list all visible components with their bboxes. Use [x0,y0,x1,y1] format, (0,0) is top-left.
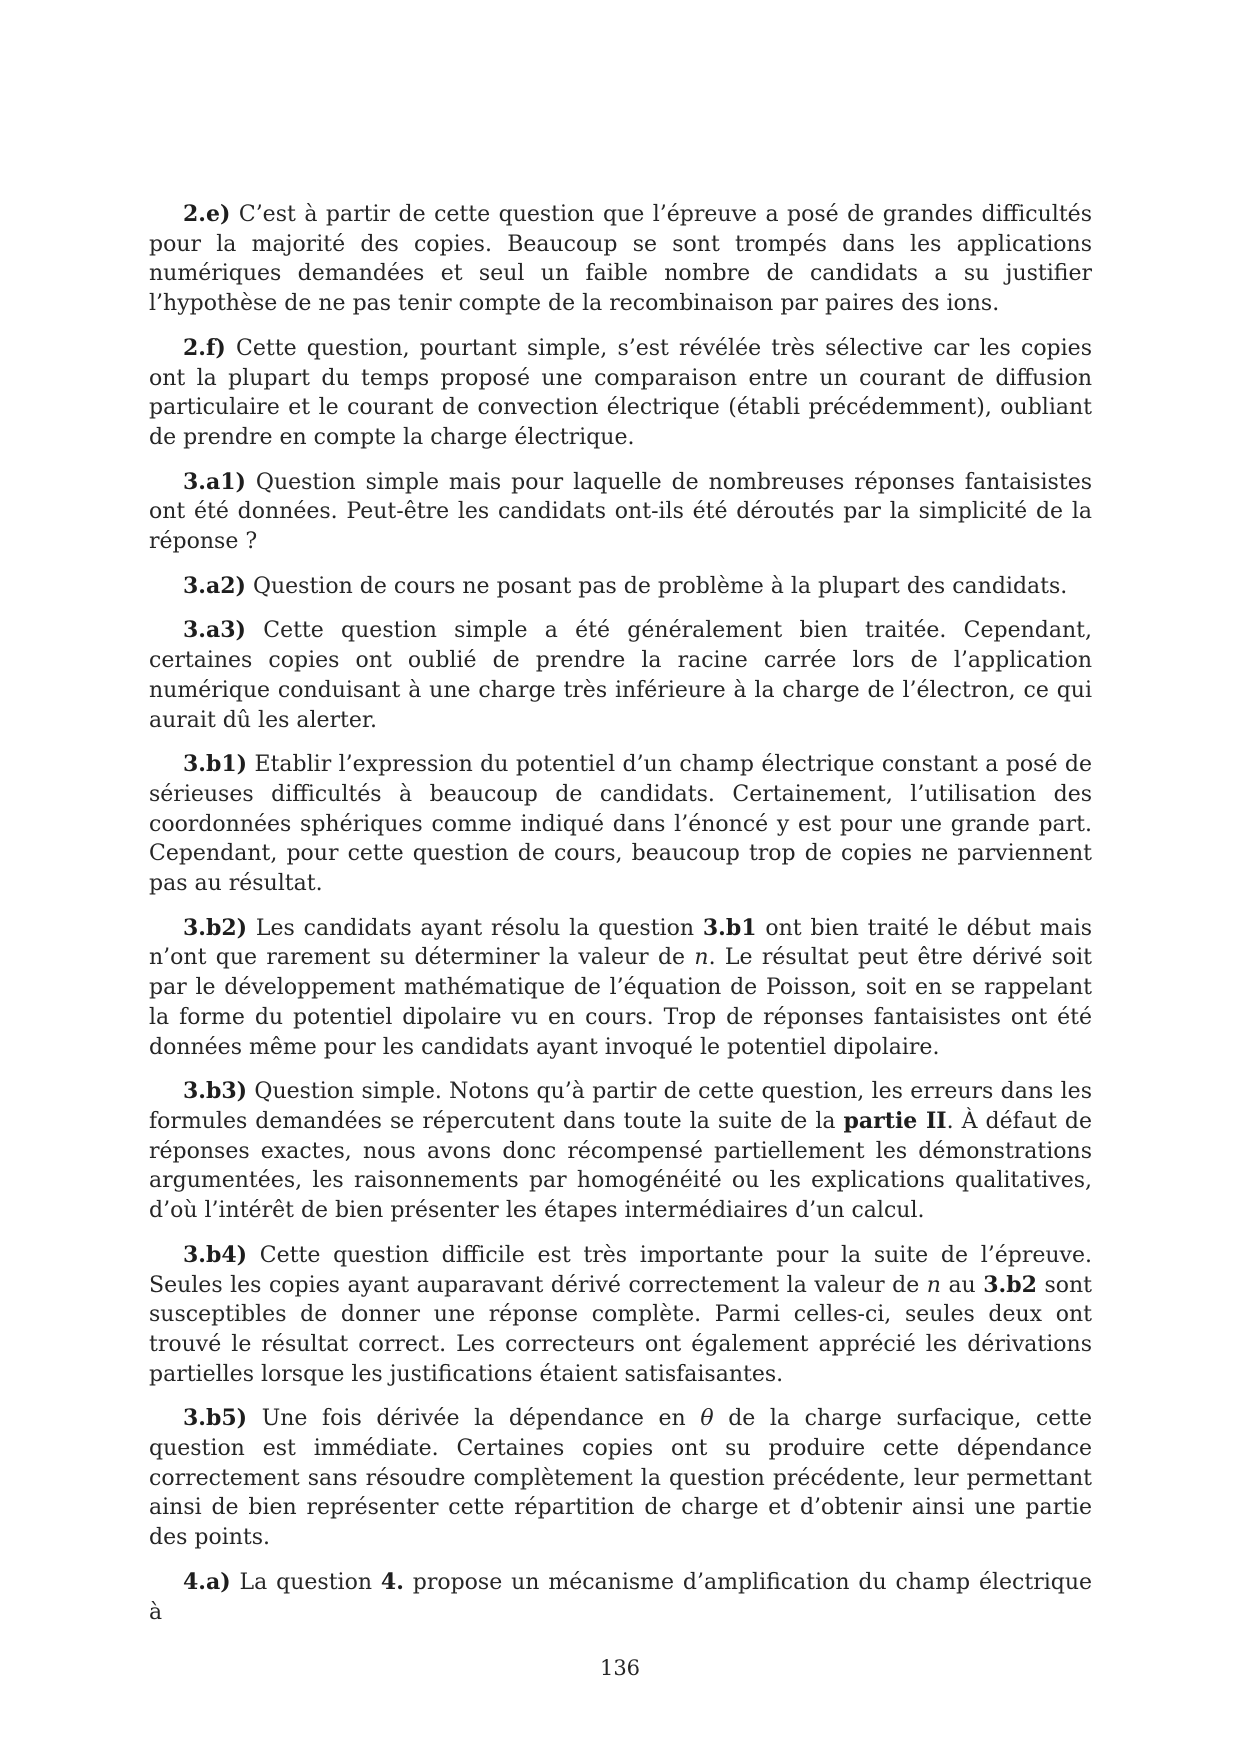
paragraph-text: Cette question, pourtant simple, s’est révélée très sélective car les copies ont la plupart du temps proposé une comparaison entre un courant de diffusion particulaire et le courant de convection électrique (établi précédemment), oubliant de prendre en compte la charge électrique. [149,335,1092,450]
question-label: 3.a3) [183,617,246,644]
paragraph-text: de la charge surfacique, cette question est immédiate. Certaines copies ont su produire cette dépendance correctement sans résoudre complètement la question précédente, leur permettant ainsi de bien représenter cette répartition de charge et d’obtenir ainsi une partie des points. [149,1406,1092,1551]
part-reference: partie II [843,1107,947,1134]
paragraph-text: Les candidats ayant résolu la question [255,915,695,941]
paragraph-3b3 [149,1077,1092,1226]
paragraph-text: au [948,1272,976,1298]
question-label: 3.b3) [183,1078,248,1105]
page-number: 136 [599,1656,641,1680]
paragraph-text: La question [239,1569,372,1595]
paragraph-3b4 [149,1241,1092,1390]
paragraph-text: Une fois dérivée la dépendance en [261,1406,686,1432]
paragraph-text: Cette question difficile est très importante pour la suite de l’épreuve. Seules les copies ayant auparavant dérivé correctement la valeur de [149,1242,1092,1298]
paragraph-3b2 [149,914,1092,1063]
paragraph-3a1 [149,468,1092,557]
question-label: 3.b2) [183,914,248,941]
paragraph-text: . Le résultat peut être dérivé soit par le développement mathématique de l’équation de Poisson, soit en se rappelant la forme du potentiel dipolaire vu en cours. Trop de réponses fantaisistes ont été données même pour les candidats ayant invoqué le potentiel dipolaire. [149,945,1092,1060]
question-label: 3.b1) [183,751,248,778]
paragraph-2f [149,334,1092,453]
question-reference: 3.b2 [983,1271,1037,1298]
question-label: 3.a1) [183,468,246,495]
question-label: 3.b4) [183,1241,248,1268]
paragraph-3b1 [149,750,1092,899]
paragraph-2e [149,200,1092,319]
question-label: 4.a) [183,1568,231,1595]
paragraph-text: Cette question simple a été généralement bien traitée. Cependant, certaines copies ont oublié de prendre la racine carrée lors de l’application numérique conduisant à une charge très inférieure à la charge de l’électron, ce qui aurait dû les alerter. [149,618,1093,733]
paragraph-text: . À défaut de réponses exactes, nous avons donc récompensé partiellement les démonstrations argumentées, les raisonnements par homogénéité ou les explications qualitatives, d’où l’intérêt de bien présenter les étapes intermédiaires d’un calcul. [149,1108,1092,1224]
math-variable: n [694,945,709,971]
paragraph-text: Etablir l’expression du potentiel d’un champ électrique constant a posé de sérieuses difficultés à beaucoup de candidats. Certainement, l’utilisation des coordonnées sphériques comme indiqué dans l’énoncé y est pour une grande part. Cependant, pour cette question de cours, beaucoup trop de copies ne parviennent pas au résultat. [149,752,1092,897]
question-label: 3.b5) [183,1405,248,1432]
paragraph-text: sont susceptibles de donner une réponse complète. Parmi celles-ci, seules deux ont trouvé le résultat correct. Les correcteurs ont également apprécié les dérivations partielles lorsque les justifications étaient satisfaisantes. [149,1272,1092,1387]
paragraph-text: Question de cours ne posant pas de problème à la plupart des candidats. [252,573,1068,599]
paragraph-text: Question simple. Notons qu’à partir de cette question, les erreurs dans les formules demandées se répercutent dans toute la suite de la [149,1079,1092,1134]
paragraph-text: Question simple mais pour laquelle de nombreuses réponses fantaisistes ont été données. Peut-être les candidats ont-ils été déroutés par la simplicité de la réponse ? [149,469,1092,555]
question-reference: 4. [380,1568,404,1595]
math-variable: n [926,1272,941,1298]
paragraph-3b5 [149,1404,1092,1553]
paragraph-4a [149,1568,1092,1627]
paragraph-text: C’est à partir de cette question que l’épreuve a posé de grandes difficultés pour la majorité des copies. Beaucoup se sont trompés dans les applications numériques demandées et seul un faible nombre de candidats a su justifier l’hypothèse de ne pas tenir compte de la recombinaison par paires des ions. [149,202,1092,317]
paragraph-text: ont bien traité le début mais n’ont que rarement su déterminer la valeur de [149,915,1093,971]
question-label: 2.f) [183,334,226,361]
question-reference: 3.b1 [702,914,757,941]
paragraph-text: propose un mécanisme d’amplification du champ électrique à [149,1569,1093,1625]
math-variable: θ [700,1406,714,1432]
question-label: 2.e) [183,201,231,227]
document-body [149,200,1092,1642]
paragraph-3a3 [149,616,1092,735]
question-label: 3.a2) [183,572,246,599]
paragraph-3a2 [149,572,1092,602]
